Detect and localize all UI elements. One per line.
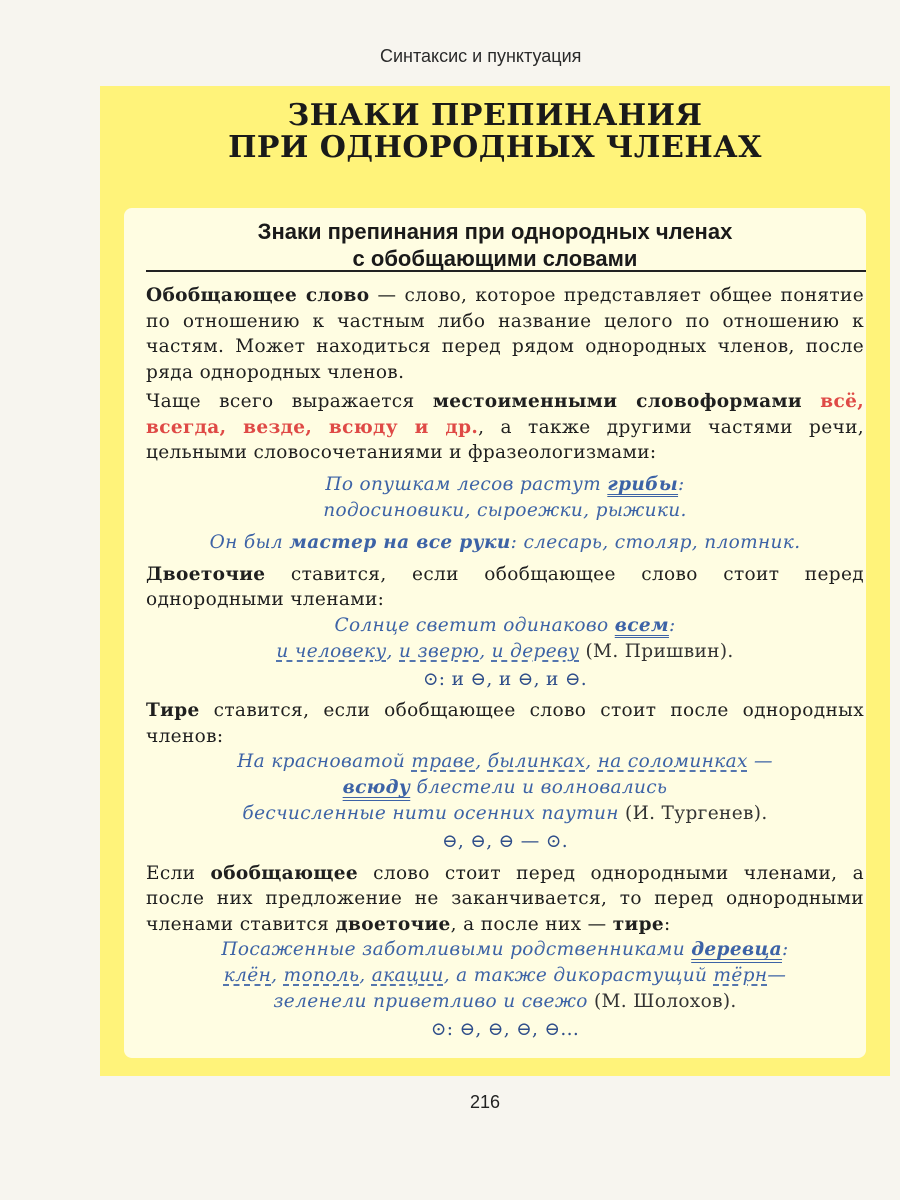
example-3-source: (М. Пришвин).: [579, 640, 734, 662]
example-3: Солнце светит одинаково всем: и человеку, и зверю, и дереву (М. Пришвин).: [276, 614, 734, 662]
example-5-scheme: ⊙: ⊖, ⊖, ⊖, ⊖...: [430, 1019, 580, 1040]
both-rule-text-1: Если: [146, 862, 211, 884]
example-5-member-2: тополь: [283, 965, 360, 986]
example-5-member-4: тёрн: [713, 965, 768, 986]
example-3-member-3: и дереву: [491, 640, 580, 662]
example-5-colon: :: [782, 939, 789, 960]
expression-bold: местоименными словоформами: [432, 391, 802, 412]
example-5-text: Посаженные заботливыми родственниками: [221, 939, 692, 960]
example-3-colon: :: [668, 614, 676, 636]
definition-term: Обобщающее слово: [146, 285, 370, 306]
example-5-member-3: акации: [371, 965, 444, 986]
example-5-generalizing-word: деревца: [691, 939, 782, 960]
dash-rule-text: ставится, если обобщающее слово стоит после однородных членов:: [146, 700, 864, 747]
running-head: Синтаксис и пунктуация: [380, 46, 582, 66]
example-4-scheme: ⊖, ⊖, ⊖ — ⊙.: [442, 831, 568, 852]
both-rule-bold-1: обобщающее: [210, 862, 358, 884]
both-rule-text-2: слово стоит перед однородными членами, а после них предложение не заканчивается, то перед однородными членами ставится: [146, 862, 864, 935]
example-2-list: : слесарь, столяр, плотник.: [510, 531, 801, 553]
example-1-line-2: подосиновики, сыроежки, рыжики.: [323, 499, 687, 521]
example-5-line-2: , а также дикорастущий: [443, 965, 714, 986]
expression-pronouns: всё, всегда, везде, всюду и др.: [146, 391, 864, 438]
example-3-member-1: и человеку: [276, 640, 387, 662]
example-4-line-3: бесчисленные нити осенних паутин: [242, 803, 619, 824]
expression-paragraph: [146, 389, 864, 466]
dash-rule-term: Тире: [146, 700, 200, 721]
example-2: [146, 530, 864, 556]
example-4-member-1: траве: [411, 751, 476, 772]
both-rule-text-4: :: [664, 913, 671, 935]
example-4-dash: —: [747, 751, 773, 772]
example-4-text: На красноватой: [237, 751, 412, 772]
colon-rule-text: ставится, если обобщающее слово стоит перед однородными членами:: [146, 563, 864, 610]
example-4-member-3: на соломинках: [597, 751, 748, 772]
example-2-phrase: мастер на все руки: [289, 531, 511, 553]
example-5-dash: —: [767, 965, 787, 986]
both-rule-bold-2: двоеточие: [335, 913, 451, 935]
title-line-1: ЗНАКИ ПРЕПИНАНИЯ: [287, 98, 703, 133]
example-3-member-2: и зверю: [399, 640, 480, 662]
section-subtitle: [124, 218, 866, 272]
example-1-text: По опушкам лесов растут: [325, 473, 608, 495]
content-body: [146, 283, 864, 1043]
example-5: Посаженные заботливыми родственниками деревца: клён, тополь, акации, а также дикорастущий тёрн— зеленели приветливо и свежо (М. Шолохов).: [221, 939, 789, 1012]
example-2-text: Он был: [209, 531, 290, 553]
expression-text-2: , а также другими частями речи, цельными словосочетаниями и фразеологизмами:: [146, 416, 864, 463]
example-1: [146, 472, 864, 524]
example-5-member-1: клён: [223, 965, 272, 986]
subtitle-line-1: Знаки препинания при однородных членах: [257, 219, 733, 244]
example-5-line-3: зеленели приветливо и свежо: [273, 991, 588, 1012]
example-1-colon: :: [678, 473, 685, 495]
example-4: На красноватой траве, былинках, на соломинках — всюду блестели и волновались бесчисленные нити осенних паутин (И. Тургенев).: [237, 751, 773, 824]
example-1-generalizing-word: грибы: [607, 473, 679, 495]
example-3-scheme: ⊙: и ⊖, и ⊖, и ⊖.: [422, 668, 588, 690]
both-marks-rule: [146, 861, 864, 938]
example-4-source: (И. Тургенев).: [618, 803, 768, 824]
example-4-line-2: блестели и волновались: [410, 777, 668, 798]
expression-text-1: Чаще всего выражается: [146, 391, 433, 412]
definition-text: — слово, которое представляет общее понятие по отношению к частным либо название целого по отношению к частям. Может находиться перед рядом однородных членов, после ряда однородных членов.: [146, 285, 864, 383]
example-4-member-2: былинках: [487, 751, 586, 772]
page-title: [100, 100, 890, 164]
both-rule-bold-3: тире: [612, 913, 664, 935]
colon-rule: [146, 562, 864, 613]
subtitle-line-2: с обобщающими словами: [352, 246, 638, 271]
definition-paragraph: [146, 283, 864, 385]
title-line-2: ПРИ ОДНОРОДНЫХ ЧЛЕНАХ: [228, 130, 762, 165]
example-3-text: Солнце светит одинаково: [334, 614, 615, 636]
page-number: 216: [470, 1092, 501, 1112]
colon-rule-term: Двоеточие: [146, 563, 266, 585]
example-5-source: (М. Шолохов).: [587, 991, 737, 1012]
both-rule-text-3: , а после них —: [450, 913, 613, 935]
subtitle-divider: [146, 270, 866, 272]
example-3-generalizing-word: всем: [614, 614, 669, 636]
dash-rule: [146, 698, 864, 749]
example-4-generalizing-word: всюду: [342, 777, 411, 798]
